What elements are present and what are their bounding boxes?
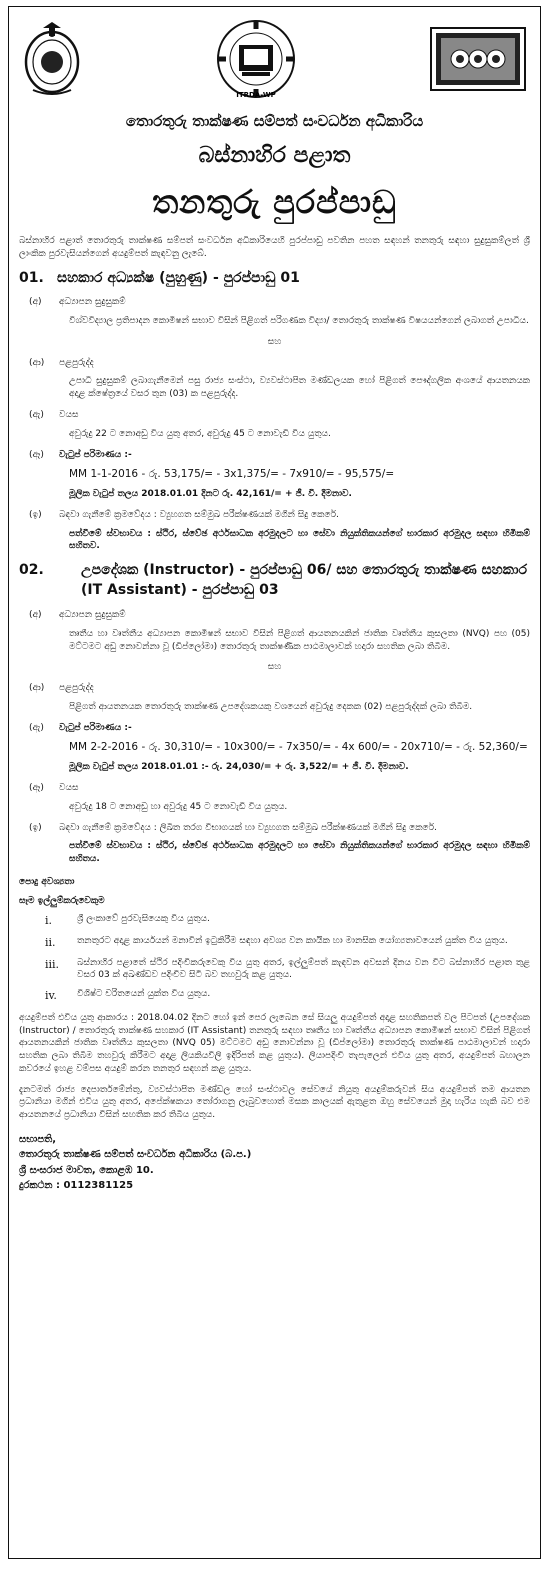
general-requirements-title: පොදු අවශ්‍යතා xyxy=(19,876,75,887)
post-1-title: සහකාර අධ්‍යක්ෂ (පුහුණු) - පුරප්පාඩු 01 xyxy=(57,269,300,286)
requirement-text: ශ්‍රී ලංකාවේ පුරවැසියෙකු විය යුතුය. xyxy=(77,914,210,925)
post-2-salary-scale: MM 2-2-2016 - රු. 30,310/= - 10x300/= - 7x350/= - 4x 600/= - 20x710/= - රු. 52,360/= xyxy=(69,741,528,754)
post-1-item-experience xyxy=(19,357,530,370)
requirement-item xyxy=(19,913,530,929)
requirement-number: i. xyxy=(45,914,53,928)
post-1-heading xyxy=(19,269,530,289)
application-method-paragraph: අයදුම්පත් එවිය යුතු ආකාරය : 2018.04.02 දිනට හෝ ඉන් පෙර ලැබෙන සේ සියලු අයදුම්පත් අදාළ සහතිකපත් වල පිටපත් (උපදේශක (Instructor) / තොරතුරු තාක්ෂණ සහකාර (IT Assistant) තනතුරු සඳහා තෘතීය හා වෘත්තීය අධ්‍යාපන කොමිෂන් සභාව විසින් පිළිගත් ආයතනයකින් ජාතික වෘත්තීය කුසලතා (NVQ 05) මට්ටමට අඩු නොවන්නා වූ (ඩිප්ලෝමා) තොරතුරු තාක්ෂණ පාඨමාලාවන් හදාරා සහතික ලබා තිබීම තහවුරු කිරීමට අදාළ ලියකියවිලි ඉදිරිපත් කළ යුතුය). ලියාපදිංචි තැපැලෙන් එවිය යුතු අතර, අයදුම්පත් බහාලන කවරයේ ඉහළ වම්පස අයදුම් කරන තනතුර සඳහන් කළ යුතුය. xyxy=(19,1012,530,1074)
national-emblem-icon xyxy=(23,20,81,98)
post-1-item-salary xyxy=(19,449,530,462)
post-1-experience-text: උපාධි සුදුසුකම් ලබාගැනීමෙන් පසු රාජ්‍ය සංස්ථා, ව්‍යවස්ථාපිත මණ්ඩලයක හෝ පිළිගත් පෞද්ගලික අංශයේ ආයතනයක අදාළ ක්ෂේත්‍රයේ වසර තුන (03) ක පළපුරුද්ද. xyxy=(69,376,530,400)
signatory-address: ශ්‍රී සංඝරාජ මාවත, කොළඹ 10. xyxy=(19,1164,154,1176)
item-mark: (අ) xyxy=(29,297,42,308)
item-mark: (ඈ) xyxy=(29,449,44,460)
phone-number: 0112381125 xyxy=(63,1180,134,1192)
requirement-number: iii. xyxy=(45,957,60,971)
post-2-item-salary xyxy=(19,722,530,735)
requirement-text: විශිෂ්ට චරිතයෙන් යුක්ත විය යුතුය. xyxy=(77,989,211,1000)
post-1-number: 01. xyxy=(19,269,44,286)
post-2-age-text: අවුරුදු 18 ට නොඅඩු හා අවුරුදු 45 ට නොවැඩි විය යුතුය. xyxy=(69,801,288,812)
item-mark: (ඈ) xyxy=(29,783,44,794)
item-label: බඳවා ගැනීමේ ක්‍රමවේදය : ව්‍යුහගත සම්මුඛ පරීක්ෂණයක් මගින් සිදු කෙරේ. xyxy=(59,509,339,520)
item-label: වැටුප් පරිමාණය :- xyxy=(59,722,132,733)
post-1-basic-salary: මූලික වැටුප් තලය 2018.01.01 දිනට රු. 42,161/= + ජී. වී. දීමනාව. xyxy=(69,489,352,500)
requirement-text: තනතුරට අදාළ කාර්යයන් මනාවින් ඉටුකිරීම සඳහා අවශ්‍ය වන කායික හා මානසික යෝග්‍යතාවයෙන් යුක්ත විය යුතුය. xyxy=(77,935,508,946)
item-label: පළපුරුද්ද xyxy=(59,357,94,368)
post-2-basic-salary: මූලික වැටුප් තලය 2018.01.01 :- රු. 24,030/= + රු. 3,522/= + ජී. වී. දීමනාව. xyxy=(69,762,409,773)
province-name: බස්නාහිර පළාත xyxy=(198,143,351,169)
post-2-number: 02. xyxy=(19,562,44,579)
post-1-item-education xyxy=(19,296,530,309)
phone-line xyxy=(19,1178,530,1194)
item-mark: (ඇ) xyxy=(29,409,44,420)
item-label: වයස xyxy=(59,409,79,420)
post-2-experience-text: පිළිගත් ආයතනයක තොරතුරු තාක්ෂණ උපදේශකයකු වශයෙන් අවුරුදු දෙකක (02) පළපුරුද්දක් ලබා තිබීම. xyxy=(69,701,473,712)
item-label: වයස xyxy=(59,783,79,794)
post-1-appointment-nature: පත්වීමේ ස්වභාවය : ස්ථිර, ස්වේඡ අර්ථසාධක අරමුදලට හා සේවා නියුක්තිකයන්ගේ භාරකාර අරමුදල සඳහා හිමිකම් සහිතව. xyxy=(69,528,530,552)
and-separator: සහ xyxy=(267,662,282,673)
post-2-item-experience xyxy=(19,682,530,695)
requirement-item xyxy=(19,988,530,1004)
item-mark: (ආ) xyxy=(29,357,45,368)
advertisement-page xyxy=(8,6,541,1559)
provincial-flag-icon xyxy=(430,27,526,91)
post-1-age-text: අවුරුදු 22 ට නොඅඩු විය යුතු අතර, අවුරුදු 45 ට නොවැඩි විය යුතුය. xyxy=(69,428,331,439)
general-requirements-subtitle: සෑම ඉල්ලුම්කරුවෙකුම xyxy=(19,895,105,906)
requirement-item xyxy=(19,935,530,951)
itrda-logo-icon xyxy=(206,17,306,101)
post-2-appointment-nature: පත්වීමේ ස්වභාවය : ස්ථිර, ස්වේඡ අර්ථසාධක අරමුදලට හා සේවා නියුක්තිකයන්ගේ භාරකාර අරමුදල සඳහා හිමිකම් සහිතය. xyxy=(69,841,530,865)
item-label: පළපුරුද්ද xyxy=(59,683,94,694)
logo-row xyxy=(19,13,530,105)
post-2-item-education xyxy=(19,609,530,622)
itrda-logo-text: ITRDA-WP xyxy=(235,91,276,99)
post-2-heading xyxy=(19,561,530,601)
item-mark: (ආ) xyxy=(29,683,45,694)
item-mark: (ඉ) xyxy=(29,509,42,520)
signatory-organization: තොරතුරු තාක්ෂණ සම්පත් සංවර්ධන අධිකාරිය (බ.ප.) xyxy=(19,1149,252,1161)
requirement-number: iv. xyxy=(45,989,57,1003)
requirement-number: ii. xyxy=(45,935,56,949)
post-2-item-age xyxy=(19,782,530,795)
post-2-item-recruitment xyxy=(19,822,530,835)
post-1-item-recruitment xyxy=(19,509,530,522)
post-1-education-text: විශ්වවිද්‍යාල ප්‍රතිපාදන කොමිෂන් සභාව විසින් පිළිගත් පරිගණක විද්‍යා/ තොරතුරු තාක්ෂණ විෂයයන්ගෙන් ලබාගත් උපාධිය. xyxy=(69,316,529,327)
post-1-salary-scale: MM 1-1-2016 - රු. 53,175/= - 3x1,375/= - 7x910/= - 95,575/= xyxy=(69,468,395,481)
government-employee-note: දැනටමත් රාජ්‍ය දෙපාර්තමේන්තු, ව්‍යවස්ථාපිත මණ්ඩල හෝ සංස්ථාවල සේවයේ නියුතු අයදුම්කරුවන් සිය අයදුම්පත් තම ආයතන ප්‍රධානියා මගින් එවිය යුතු අතර, අපේක්ෂකයා තෝරාගනු ලැබුවහොත් මසක කාලයක් ඇතුළත ඔහු සේවයෙන් මුදා හැරිය හැකි බව එම ආයතනයේ ප්‍රධානියා විසින් සහතික කර තිබිය යුතුය. xyxy=(19,1084,530,1121)
requirement-item xyxy=(19,957,530,983)
phone-label: දුරකථන : xyxy=(19,1180,60,1192)
item-mark: (අ) xyxy=(29,609,42,620)
requirement-text: බස්නාහිර පළාතේ ස්ථිර පදිංචිකරුවෙකු විය යුතු අතර, ඉල්ලුම්පත් කැඳවන අවසන් දිනය වන විට බස්නාහිර පළාත තුළ වසර 03 ක් අඛණ්ඩව පදිංචිව සිටි බව තහවුරු කළ යුතුය. xyxy=(77,957,530,981)
organization-name: තොරතුරු තාක්ෂණ සම්පත් සංවර්ධන අධිකාරිය xyxy=(125,112,424,130)
item-mark: (ඉ) xyxy=(29,822,42,833)
item-label: අධ්‍යාපන සුදුසුකම් xyxy=(59,609,126,620)
vacancies-title: තනතුරු පුරප්පාඩු xyxy=(152,182,397,221)
post-1-item-age xyxy=(19,409,530,422)
signatory-title: සභාපති, xyxy=(19,1133,57,1145)
item-mark: (ඇ) xyxy=(29,722,44,733)
post-2-title: උපදේශක (Instructor) - පුරප්පාඩු 06/ සහ තොරතුරු තාක්ෂණ සහකාර (IT Assistant) - පුරප්පාඩු 03 xyxy=(81,562,528,599)
item-label: වැටුප් පරිමාණය :- xyxy=(59,449,132,460)
intro-paragraph: බස්නාහිර පළාත් තොරතුරු තාක්ෂණ සම්පත් සංවර්ධන අධිකාරියෙහි පුරප්පාඩු පවතින පහත සඳහන් තනතුරු සඳහා සුදුසුකම්ලත් ශ්‍රී ලාංකික පුරවැසියන්ගෙන් අයදුම්පත් කැඳවනු ලැබේ. xyxy=(19,235,530,259)
and-separator: සහ xyxy=(267,336,282,347)
item-label: අධ්‍යාපන සුදුසුකම් xyxy=(59,297,126,308)
item-label: බඳවා ගැනීමේ ක්‍රමවේදය : ලිඛිත තරග විභාගයක් හා ව්‍යුහගත සම්මුඛ පරීක්ෂණයක් මගින් සිදු කෙරේ. xyxy=(59,822,437,833)
post-2-education-text: තෘතීය හා වෘත්තීය අධ්‍යාපන කොමිෂන් සභාව විසින් පිළිගත් ආයතනයකින් ජාතික වෘත්තීය කුසලතා (NVQ) පහ (05) මට්ටමට අඩු නොවන්නා වූ (ඩිප්ලෝමා) තොරතුරු තාක්ෂණික පාඨමාලාවක් හදාරා සහතික ලබා තිබීම. xyxy=(69,628,530,652)
signature-block xyxy=(19,1132,530,1194)
